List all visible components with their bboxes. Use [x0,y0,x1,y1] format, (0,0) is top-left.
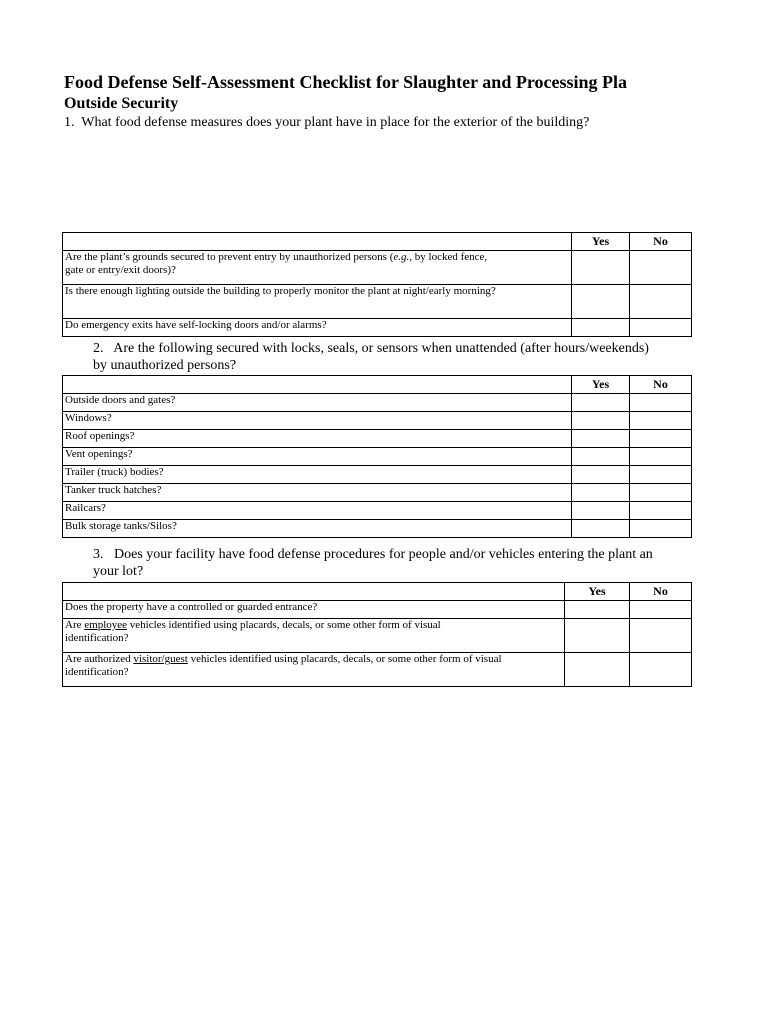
no-answer-cell[interactable] [630,412,692,430]
yes-column-header: Yes [572,233,630,251]
no-answer-cell[interactable] [630,619,692,653]
question-3 [93,546,768,580]
table-row [63,319,692,337]
question-text: Are authorized [65,653,134,665]
yes-answer-cell[interactable] [572,394,630,412]
table-row [63,412,692,430]
question-column-header [63,376,572,394]
no-answer-cell[interactable] [630,448,692,466]
table-header-row [63,376,692,394]
table-row [63,619,692,653]
table-row [63,502,692,520]
question-2-text-cont: by unauthorized persons? [93,358,237,373]
table-row [63,653,692,687]
no-answer-cell[interactable] [630,653,692,687]
question-2-number: 2. [93,341,104,356]
question-text: identification? [65,632,129,644]
no-answer-cell[interactable] [630,251,692,285]
yes-answer-cell[interactable] [565,653,630,687]
question-text: vehicles identified using placards, decals, or some other form of visual [187,653,502,665]
question-1 [64,115,589,131]
table-row [63,285,692,319]
table-header-row [63,233,692,251]
question-1-table [62,232,692,337]
question-text: gate or entry/exit doors)? [65,264,176,276]
question-text: by locked fence, [412,251,488,263]
yes-answer-cell[interactable] [565,601,630,619]
question-cell: Railcars? [63,502,572,520]
question-cell: Does the property have a controlled or guarded entrance? [63,601,565,619]
question-column-header [63,233,572,251]
no-answer-cell[interactable] [630,484,692,502]
no-column-header: No [630,233,692,251]
question-3-text-cont: your lot? [93,564,144,579]
yes-answer-cell[interactable] [572,448,630,466]
question-cell: Trailer (truck) bodies? [63,466,572,484]
question-cell: Bulk storage tanks/Silos? [63,520,572,538]
question-2-text: Are the following secured with locks, seals, or sensors when unattended (after hours/weekends) [113,341,649,356]
yes-answer-cell[interactable] [572,285,630,319]
table-row [63,520,692,538]
no-answer-cell[interactable] [630,520,692,538]
yes-answer-cell[interactable] [572,466,630,484]
no-answer-cell[interactable] [630,319,692,337]
question-cell: Outside doors and gates? [63,394,572,412]
no-answer-cell[interactable] [630,394,692,412]
yes-answer-cell[interactable] [572,520,630,538]
question-text-underlined: visitor/guest [133,653,188,665]
yes-answer-cell[interactable] [572,430,630,448]
question-cell [63,251,572,285]
yes-answer-cell[interactable] [572,412,630,430]
table-row [63,484,692,502]
question-3-number: 3. [93,547,104,562]
question-text-underlined: employee [84,619,128,631]
question-text: identification? [65,666,129,678]
question-text-italic: e.g., [393,251,413,263]
yes-column-header: Yes [565,583,630,601]
no-answer-cell[interactable] [630,285,692,319]
question-cell: Do emergency exits have self-locking doors and/or alarms? [63,319,572,337]
no-column-header: No [630,583,692,601]
table-header-row [63,583,692,601]
table-row [63,601,692,619]
no-answer-cell[interactable] [630,601,692,619]
table-row [63,430,692,448]
no-answer-cell[interactable] [630,430,692,448]
yes-answer-cell[interactable] [572,502,630,520]
question-2 [93,340,768,374]
yes-answer-cell[interactable] [565,619,630,653]
no-answer-cell[interactable] [630,502,692,520]
question-column-header [63,583,565,601]
question-cell: Is there enough lighting outside the building to properly monitor the plant at night/early morning? [63,285,572,319]
question-text: Are [65,619,85,631]
question-cell: Windows? [63,412,572,430]
no-column-header: No [630,376,692,394]
section-title: Outside Security [64,95,179,112]
question-text: Are the plant’s grounds secured to prevent entry by unauthorized persons ( [65,251,394,263]
no-answer-cell[interactable] [630,466,692,484]
question-1-text: What food defense measures does your plant have in place for the exterior of the building? [81,115,590,130]
question-cell: Vent openings? [63,448,572,466]
question-1-number: 1. [64,115,75,130]
yes-answer-cell[interactable] [572,319,630,337]
yes-answer-cell[interactable] [572,484,630,502]
table-row [63,394,692,412]
question-text: vehicles identified using placards, decals, or some other form of visual [127,619,441,631]
question-2-table [62,375,692,538]
question-3-text: Does your facility have food defense procedures for people and/or vehicles entering the plant an [114,547,653,562]
question-cell: Roof openings? [63,430,572,448]
question-cell [63,653,565,687]
table-row [63,251,692,285]
yes-answer-cell[interactable] [572,251,630,285]
question-cell [63,619,565,653]
question-3-table [62,582,692,687]
question-cell: Tanker truck hatches? [63,484,572,502]
table-row [63,466,692,484]
yes-column-header: Yes [572,376,630,394]
table-row [63,448,692,466]
document-title: Food Defense Self-Assessment Checklist for Slaughter and Processing Pla [64,72,627,92]
